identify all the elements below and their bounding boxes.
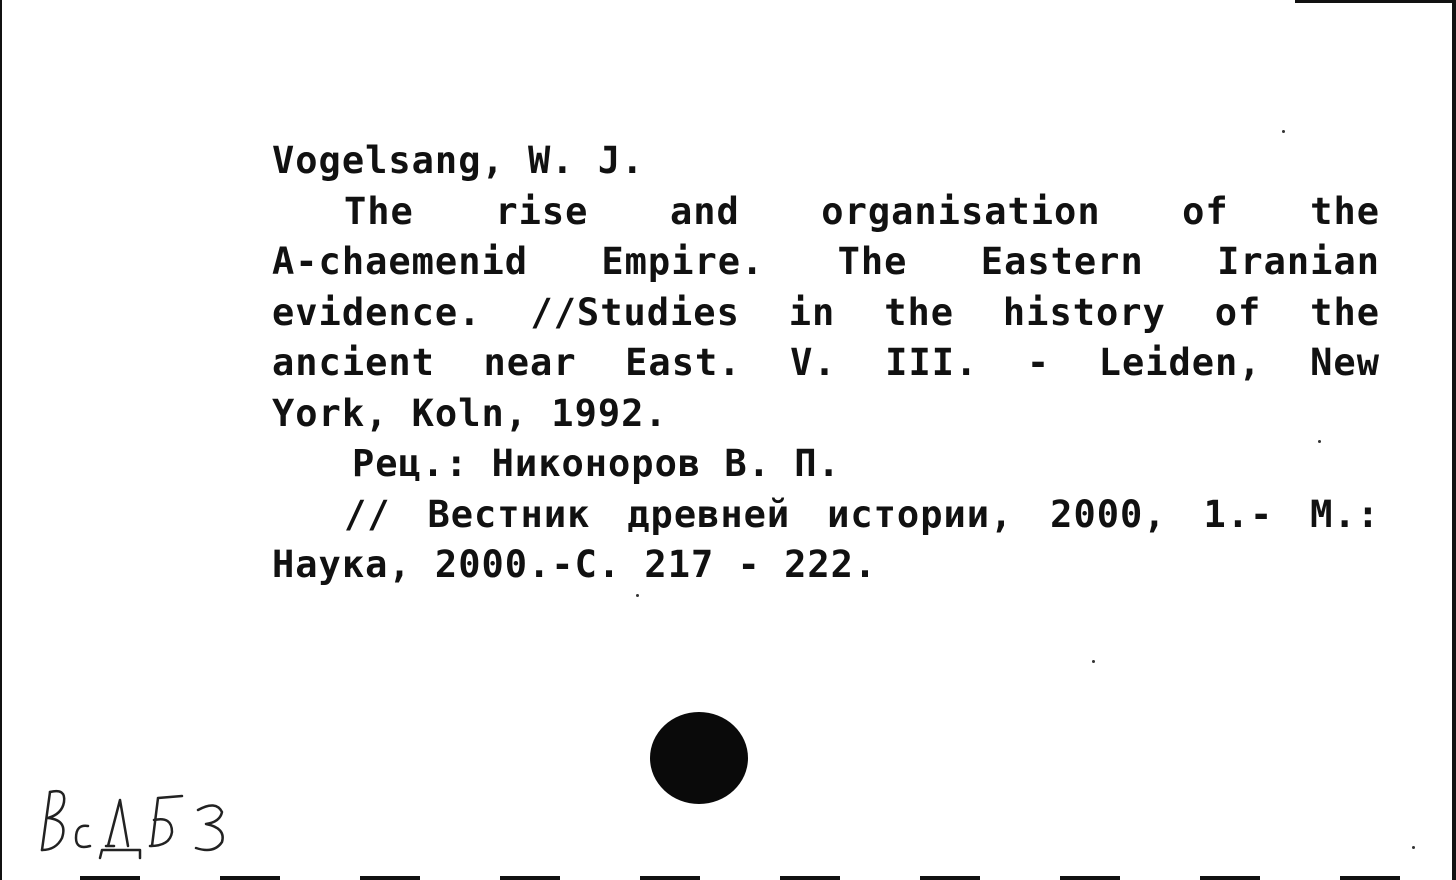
paper-speck	[1092, 660, 1095, 663]
title-line: York, Koln, 1992.	[272, 391, 668, 435]
source-line: Наука, 2000.-С. 217 - 222.	[272, 543, 878, 586]
card-top-edge	[1295, 0, 1456, 3]
punch-hole	[650, 712, 748, 804]
card-bottom-border	[80, 876, 1450, 880]
title-line: evidence. //Studies in the history of the	[272, 290, 1380, 334]
author-line: Vogelsang, W. J.	[272, 139, 645, 182]
title-line: ancient near East. V. III. - Leiden, New	[272, 341, 1380, 384]
title-line: The rise and organisation of the	[344, 189, 1380, 233]
bibliographic-entry	[272, 136, 1380, 591]
card-right-edge	[1452, 0, 1456, 880]
paper-speck	[636, 594, 639, 597]
paper-speck	[1282, 130, 1285, 133]
paper-speck	[1318, 440, 1321, 443]
paper-speck	[1412, 846, 1415, 849]
review-line: Рец.: Никоноров В. П.	[352, 442, 841, 485]
title-line: A-chaemenid Empire. The Eastern Iranian	[272, 240, 1380, 283]
source-line: // Вестник древней истории, 2000, 1.- М.:	[344, 492, 1380, 536]
card-left-edge	[0, 0, 2, 880]
handwritten-shelfmark	[36, 780, 246, 860]
